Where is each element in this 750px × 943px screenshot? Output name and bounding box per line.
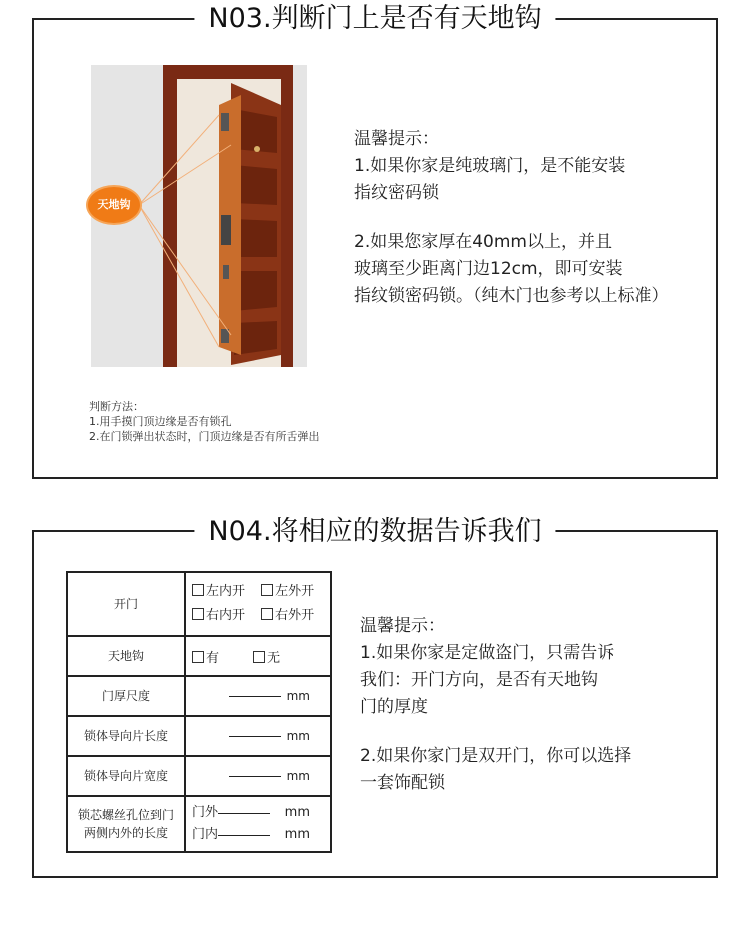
checkbox-icon[interactable] [261, 584, 273, 596]
open-direction-label: 开门 [67, 572, 185, 636]
guide-width-input[interactable] [229, 776, 281, 777]
method-step-2: 2.在门锁弹出状态时，门顶边缘是否有所舌弹出 [89, 430, 320, 443]
section-4-tips [360, 613, 710, 797]
option-left-inward[interactable]: 左内开 [192, 580, 245, 604]
form-row-hook [67, 636, 331, 676]
section-3-title: N03.判断门上是否有天地钩 [194, 2, 555, 36]
checkbox-icon[interactable] [192, 651, 204, 663]
method-heading: 判断方法： [89, 400, 144, 413]
option-right-outward[interactable]: 右外开 [261, 604, 314, 628]
tip-2-line-1: 2.如果你家门是双开门，你可以选择 [360, 746, 632, 766]
inside-length-input[interactable] [218, 835, 270, 836]
outside-length-input[interactable] [218, 813, 270, 814]
floor-ceiling-hook-badge: 天地钩 [86, 185, 142, 225]
form-row-thickness: 门厚尺度 mm [67, 676, 331, 716]
option-hook-no[interactable]: 无 [253, 647, 280, 666]
checkbox-icon[interactable] [192, 608, 204, 620]
option-left-outward[interactable]: 左外开 [261, 580, 314, 604]
tip-1-line-1: 1.如果你家是纯玻璃门，是不能安装 [354, 156, 626, 176]
tip-2-line-2: 玻璃至少距离门边12cm，即可安装 [354, 259, 623, 279]
option-hook-yes[interactable]: 有 [192, 647, 219, 666]
tip-1-line-2: 我们：开门方向，是否有天地钩 [360, 670, 598, 690]
judgment-method [89, 399, 320, 444]
section-4-title: N04.将相应的数据告诉我们 [194, 515, 555, 549]
tip-1-line-1: 1.如果你家是定做盗门，只需告诉 [360, 643, 615, 663]
tips-heading: 温馨提示： [354, 129, 439, 149]
tip-2-line-1: 2.如果您家厚在40mm以上，并且 [354, 232, 612, 252]
form-row-open-direction [67, 572, 331, 636]
thickness-input[interactable] [229, 696, 281, 697]
thickness-label: 门厚尺度 [67, 676, 185, 716]
form-row-cylinder: 锁芯螺丝孔位到门 两侧内外的长度 门外 mm 门内 mm [67, 796, 331, 852]
checkbox-icon[interactable] [253, 651, 265, 663]
tips-heading: 温馨提示： [360, 616, 445, 636]
cylinder-label: 锁芯螺丝孔位到门 两侧内外的长度 [67, 796, 185, 852]
form-row-guide-length: 锁体导向片长度 mm [67, 716, 331, 756]
checkbox-icon[interactable] [261, 608, 273, 620]
door-info-form [66, 571, 332, 853]
checkbox-icon[interactable] [192, 584, 204, 596]
tip-1-line-2: 指纹密码锁 [354, 183, 439, 203]
option-right-inward[interactable]: 右内开 [192, 604, 245, 628]
section-3-tips [354, 126, 714, 310]
tip-2-line-2: 一套饰配锁 [360, 773, 445, 793]
hook-label: 天地钩 [67, 636, 185, 676]
method-step-1: 1.用手摸门顶边缘是否有锁孔 [89, 415, 232, 428]
guide-length-input[interactable] [229, 736, 281, 737]
guide-width-label: 锁体导向片宽度 [67, 756, 185, 796]
guide-length-label: 锁体导向片长度 [67, 716, 185, 756]
form-row-guide-width: 锁体导向片宽度 mm [67, 756, 331, 796]
tip-2-line-3: 指纹锁密码锁。（纯木门也参考以上标准） [354, 286, 669, 306]
tip-1-line-3: 门的厚度 [360, 697, 428, 717]
